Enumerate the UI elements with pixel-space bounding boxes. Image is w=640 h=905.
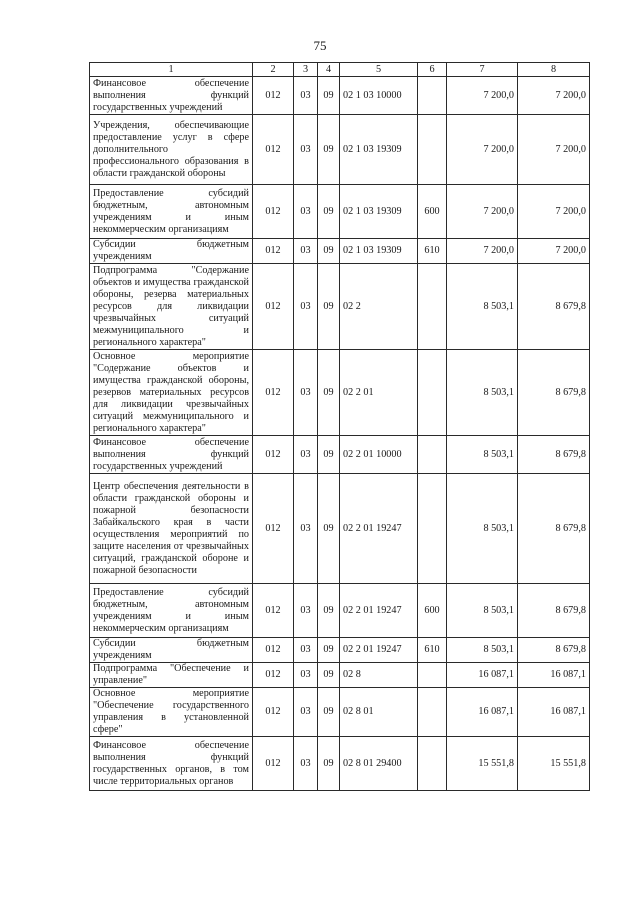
header-cell: 6 [418, 63, 447, 77]
cell-col5: 02 8 01 [340, 688, 418, 737]
cell-col4: 09 [318, 737, 340, 791]
table-row [90, 239, 590, 264]
cell-col6 [418, 264, 447, 350]
cell-col2: 012 [253, 115, 294, 185]
header-cell: 7 [447, 63, 518, 77]
cell-col5: 02 1 03 19309 [340, 185, 418, 239]
cell-col3: 03 [294, 584, 318, 638]
cell-col5: 02 2 01 [340, 350, 418, 436]
cell-col3: 03 [294, 264, 318, 350]
cell-name: Подпрограмма "Содержание объектов и имущества гражданской обороны, резерва материальных ресурсов для ликвидации чрезвычайных ситуаций межмуниципального и регионального характера" [90, 264, 253, 350]
cell-col3: 03 [294, 474, 318, 584]
cell-col8: 7 200,0 [518, 77, 590, 115]
cell-col4: 09 [318, 638, 340, 663]
cell-col4: 09 [318, 77, 340, 115]
cell-col6 [418, 436, 447, 474]
cell-col7: 7 200,0 [447, 115, 518, 185]
cell-col6 [418, 115, 447, 185]
cell-col7: 16 087,1 [447, 688, 518, 737]
table-row [90, 737, 590, 791]
cell-name: Финансовое обеспечение выполнения функций государственных учреждений [90, 77, 253, 115]
cell-col6 [418, 663, 447, 688]
cell-col4: 09 [318, 185, 340, 239]
cell-name: Предоставление субсидий бюджетным, автономным учреждениям и иным некоммерческим организациям [90, 185, 253, 239]
table-row [90, 115, 590, 185]
cell-col6 [418, 474, 447, 584]
cell-col4: 09 [318, 474, 340, 584]
cell-name: Финансовое обеспечение выполнения функций государственных органов, в том числе территориальных органов [90, 737, 253, 791]
table-row [90, 77, 590, 115]
cell-col7: 8 503,1 [447, 350, 518, 436]
cell-col4: 09 [318, 436, 340, 474]
header-cell: 5 [340, 63, 418, 77]
cell-col4: 09 [318, 264, 340, 350]
cell-col3: 03 [294, 688, 318, 737]
cell-col8: 16 087,1 [518, 663, 590, 688]
budget-table [89, 62, 590, 791]
cell-col2: 012 [253, 474, 294, 584]
cell-name: Финансовое обеспечение выполнения функций государственных учреждений [90, 436, 253, 474]
cell-col5: 02 2 01 10000 [340, 436, 418, 474]
cell-col4: 09 [318, 663, 340, 688]
cell-col2: 012 [253, 350, 294, 436]
cell-col2: 012 [253, 264, 294, 350]
table-row [90, 688, 590, 737]
cell-col7: 7 200,0 [447, 77, 518, 115]
cell-col7: 7 200,0 [447, 239, 518, 264]
cell-col2: 012 [253, 239, 294, 264]
cell-col8: 8 679,8 [518, 436, 590, 474]
cell-col2: 012 [253, 584, 294, 638]
table-row [90, 663, 590, 688]
cell-col7: 8 503,1 [447, 584, 518, 638]
cell-col5: 02 2 01 19247 [340, 474, 418, 584]
cell-col8: 8 679,8 [518, 584, 590, 638]
cell-col5: 02 2 01 19247 [340, 638, 418, 663]
cell-name: Основное мероприятие "Обеспечение государственного управления в установленной сфере" [90, 688, 253, 737]
cell-col4: 09 [318, 350, 340, 436]
header-cell: 8 [518, 63, 590, 77]
cell-col5: 02 1 03 19309 [340, 239, 418, 264]
cell-col2: 012 [253, 185, 294, 239]
cell-name: Предоставление субсидий бюджетным, автономным учреждениям и иным некоммерческим организациям [90, 584, 253, 638]
cell-col6 [418, 350, 447, 436]
cell-col6: 610 [418, 239, 447, 264]
cell-col6: 600 [418, 185, 447, 239]
cell-col5: 02 2 01 19247 [340, 584, 418, 638]
cell-name: Учреждения, обеспечивающие предоставление услуг в сфере дополнительного профессионального образования в области гражданской обороны [90, 115, 253, 185]
cell-col3: 03 [294, 737, 318, 791]
cell-col7: 16 087,1 [447, 663, 518, 688]
page-number: 75 [313, 38, 327, 53]
cell-col7: 8 503,1 [447, 638, 518, 663]
cell-col8: 8 679,8 [518, 264, 590, 350]
cell-name: Субсидии бюджетным учреждениям [90, 638, 253, 663]
cell-col6: 600 [418, 584, 447, 638]
cell-col5: 02 1 03 10000 [340, 77, 418, 115]
cell-col4: 09 [318, 239, 340, 264]
cell-col3: 03 [294, 115, 318, 185]
cell-col7: 8 503,1 [447, 474, 518, 584]
cell-col2: 012 [253, 688, 294, 737]
cell-name: Субсидии бюджетным учреждениям [90, 239, 253, 264]
cell-col6 [418, 688, 447, 737]
cell-col6 [418, 77, 447, 115]
cell-col5: 02 8 01 29400 [340, 737, 418, 791]
cell-col8: 7 200,0 [518, 239, 590, 264]
cell-col7: 8 503,1 [447, 264, 518, 350]
cell-name: Основное мероприятие "Содержание объектов и имущества гражданской обороны, резервов материальных ресурсов для ликвидации чрезвычайных ситуаций межмуниципального и регионального характера" [90, 350, 253, 436]
table-row [90, 436, 590, 474]
cell-col3: 03 [294, 350, 318, 436]
cell-col8: 8 679,8 [518, 350, 590, 436]
cell-col8: 8 679,8 [518, 638, 590, 663]
table-row [90, 584, 590, 638]
cell-col3: 03 [294, 436, 318, 474]
cell-col7: 15 551,8 [447, 737, 518, 791]
cell-col6: 610 [418, 638, 447, 663]
cell-col5: 02 1 03 19309 [340, 115, 418, 185]
cell-col3: 03 [294, 239, 318, 264]
header-cell: 3 [294, 63, 318, 77]
cell-col5: 02 2 [340, 264, 418, 350]
cell-col2: 012 [253, 663, 294, 688]
cell-col3: 03 [294, 663, 318, 688]
header-cell: 4 [318, 63, 340, 77]
cell-col5: 02 8 [340, 663, 418, 688]
table-row [90, 474, 590, 584]
cell-col8: 7 200,0 [518, 115, 590, 185]
cell-col3: 03 [294, 185, 318, 239]
cell-col4: 09 [318, 584, 340, 638]
cell-col8: 16 087,1 [518, 688, 590, 737]
cell-col4: 09 [318, 115, 340, 185]
cell-col2: 012 [253, 436, 294, 474]
table-row [90, 638, 590, 663]
cell-col2: 012 [253, 638, 294, 663]
cell-col3: 03 [294, 638, 318, 663]
cell-col3: 03 [294, 77, 318, 115]
table-row [90, 185, 590, 239]
header-row [90, 63, 590, 77]
header-cell: 2 [253, 63, 294, 77]
cell-col8: 8 679,8 [518, 474, 590, 584]
table-row [90, 264, 590, 350]
cell-col4: 09 [318, 688, 340, 737]
cell-col2: 012 [253, 737, 294, 791]
header-cell: 1 [90, 63, 253, 77]
table-row [90, 350, 590, 436]
cell-name: Центр обеспечения деятельности в области гражданской обороны и пожарной безопасности Забайкальского края в части осуществления мероприятий по защите населения от чрезвычайных ситуаций, гражданской обороне и пожарной безопасности [90, 474, 253, 584]
cell-col7: 8 503,1 [447, 436, 518, 474]
cell-col2: 012 [253, 77, 294, 115]
cell-col8: 15 551,8 [518, 737, 590, 791]
cell-col6 [418, 737, 447, 791]
cell-col7: 7 200,0 [447, 185, 518, 239]
cell-name: Подпрограмма "Обеспечение и управление" [90, 663, 253, 688]
cell-col8: 7 200,0 [518, 185, 590, 239]
